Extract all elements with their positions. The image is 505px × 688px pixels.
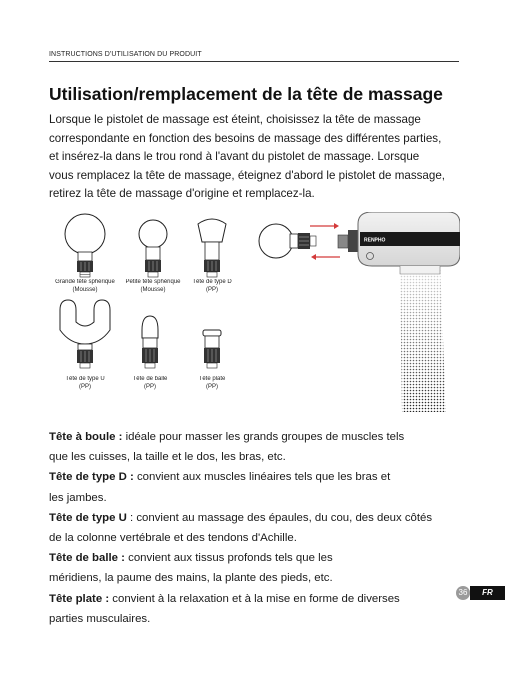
desc-text: convient aux tissus profonds tels que les [124, 552, 333, 565]
desc-label: Tête à boule : [49, 431, 123, 443]
figure-illustration [40, 212, 460, 412]
language-tag: FR [470, 586, 505, 600]
desc-label: Tête plate : [49, 592, 110, 605]
section-title: Utilisation/remplacement de la tête de massage [49, 84, 443, 104]
intro-paragraph [49, 111, 469, 204]
massage-heads-figure [40, 212, 460, 412]
desc-text: convient aux muscles linéaires tels que les bras et [133, 471, 391, 484]
desc-text: que les cuisses, la taille et le dos, les bras, etc. [49, 451, 286, 464]
large-ball-head-icon [65, 214, 105, 277]
caption-flat-material: (PP) [206, 383, 218, 390]
desc-text: les jambes. [49, 491, 107, 504]
caption-large-ball-material: (Mousse) [72, 286, 98, 293]
desc-line [49, 427, 469, 447]
massage-gun-icon [259, 212, 460, 412]
desc-line [49, 548, 469, 568]
device-brand: RENPHO [364, 237, 386, 244]
intro-line: Lorsque le pistolet de massage est éteint, choisissez la tête de massage [49, 113, 421, 126]
desc-line [49, 589, 469, 609]
caption-bullet: Tête de balle [132, 376, 168, 382]
desc-label: Tête de type U [49, 511, 127, 524]
page-header: INSTRUCTIONS D'UTILISATION DU PRODUIT [49, 51, 202, 58]
desc-line [49, 609, 469, 629]
intro-line: vous remplacez la tête de massage, éteignez d'abord le pistolet de massage, [49, 168, 445, 182]
header-rule [49, 61, 459, 62]
desc-line [49, 447, 469, 467]
page-badge [456, 586, 505, 600]
caption-small-ball: Petite tête sphérique [125, 279, 181, 285]
caption-d-type-material: (PP) [206, 286, 218, 293]
desc-label: Tête de balle : [49, 552, 125, 565]
flat-head-icon [203, 330, 221, 368]
desc-line [49, 467, 469, 487]
desc-text: : convient au massage des épaules, du cou, des deux côtés [126, 511, 433, 524]
desc-text: parties musculaires. [49, 612, 151, 625]
desc-text: convient à la relaxation et à la mise en forme de diverses [109, 592, 400, 605]
caption-flat: Tête plate [198, 376, 226, 382]
desc-label: Tête de type D : [49, 471, 134, 484]
caption-bullet-material: (PP) [144, 383, 156, 390]
caption-small-ball-material: (Mousse) [140, 286, 166, 293]
intro-line: correspondante en fonction des besoins de massage des différentes parties, [49, 131, 442, 145]
desc-line [49, 528, 469, 548]
desc-line [49, 568, 469, 588]
page-number: 36 [456, 586, 470, 600]
desc-line [49, 508, 469, 528]
desc-text: idéale pour masser les grands groupes de muscles tels [122, 431, 405, 443]
caption-d-type: Tête de type D [192, 279, 232, 285]
intro-line: retirez la tête de massage d'origine et remplacez-la. [49, 187, 315, 201]
desc-text: méridiens, la paume des mains, la plante des pieds, etc. [49, 572, 333, 585]
desc-line [49, 488, 469, 508]
caption-u-type-material: (PP) [79, 383, 91, 390]
caption-u-type: Tête de type U [65, 376, 105, 382]
u-type-head-icon [60, 300, 110, 368]
caption-large-ball: Grande tête sphérique [55, 279, 115, 285]
d-type-head-icon [198, 219, 226, 277]
bullet-head-icon [142, 316, 158, 368]
desc-text: de la colonne vertébrale et des tendons d'Achille. [49, 532, 297, 545]
head-descriptions [49, 427, 469, 629]
small-ball-head-icon [139, 220, 167, 277]
intro-line: et insérez-la dans le trou rond à l'avant du pistolet de massage. Lorsque [49, 150, 420, 164]
